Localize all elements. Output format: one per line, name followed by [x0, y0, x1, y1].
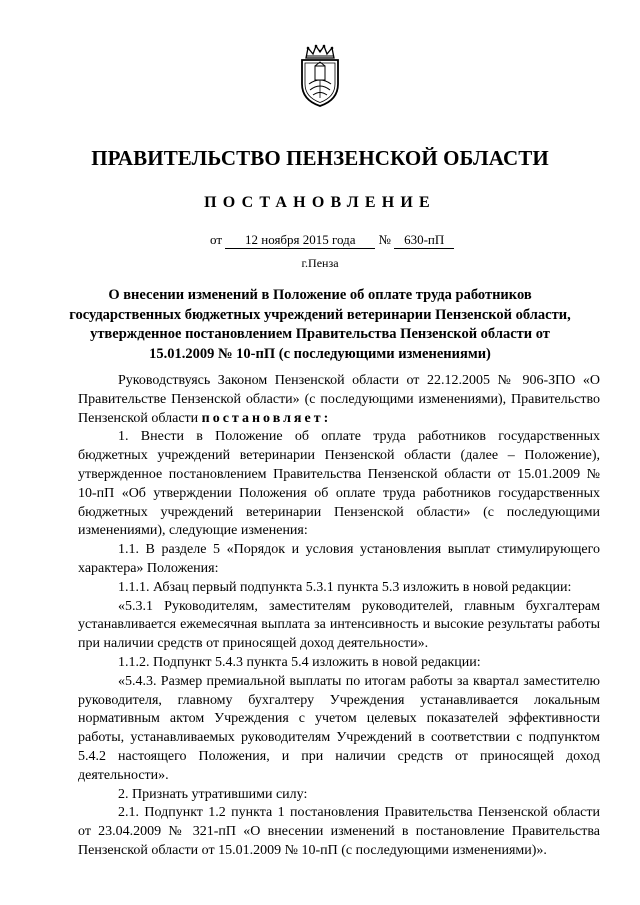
paragraph-2-1: 2.1. Подпункт 1.2 пункта 1 постановления Правительства Пензенской области от 23.04.2009 № 321-пП «О внесении изменений в постановление Правительства Пензенской области от 15.01.2009 № 10-пП (с последующими изменениями)».	[78, 805, 600, 858]
quote-5-4-3: «5.4.3. Размер премиальной выплаты по итогам работы за квартал заместителю руководителя, главному бухгалтеру Учреждения устанавливается локальным нормативным актом Учреждения с учетом целевых показателей эффективности работы, устанавливаемых руководителям Учреждений в соответствии с подпунктом 5.4.2 настоящего Положения, и при наличии средств от приносящей доход деятельности».	[78, 673, 600, 783]
paragraph-1: 1. Внести в Положение об оплате труда работников государственных бюджетных учреждений ветеринарии Пензенской области (далее – Положение), утвержденное постановлением Правительства Пензенской области от 15.01.2009 № 10-пП «Об утверждении Положения об оплате труда работников государственных бюджетных учреждений ветеринарии Пензенской области» (с последующими изменениями), следующие изменения:	[78, 429, 600, 539]
decree-number: 630-пП	[394, 232, 454, 249]
intro-text: Руководствуясь Законом Пензенской области от 22.12.2005 № 906-ЗПО «О Правительстве Пензенской области» (с последующими изменениями), Правительство Пензенской области	[78, 373, 600, 426]
coat-of-arms-emblem	[296, 44, 344, 110]
city-label: г.Пенза	[301, 256, 339, 270]
decree-body	[78, 372, 600, 861]
document-type-title: ПОСТАНОВЛЕНИЕ	[204, 194, 436, 211]
intro-verb: постановляет:	[201, 410, 332, 426]
paragraph-2: 2. Признать утратившими силу:	[118, 786, 308, 802]
decree-date: 12 ноября 2015 года	[225, 232, 375, 249]
number-sign: №	[378, 232, 391, 247]
government-title: ПРАВИТЕЛЬСТВО ПЕНЗЕНСКОЙ ОБЛАСТИ	[91, 146, 549, 170]
paragraph-1-1-2: 1.1.2. Подпункт 5.4.3 пункта 5.4 изложить в новой редакции:	[118, 654, 481, 670]
decree-heading: О внесении изменений в Положение об оплате труда работников государственных бюджетных учреждений ветеринарии Пензенской области, утвержденное постановлением Правительства Пензенской области от 15.01.2009 № 10-пП (с последующими изменениями)	[69, 287, 571, 362]
quote-5-3-1: «5.3.1 Руководителям, заместителям руководителей, главным бухгалтерам устанавливается ежемесячная выплата за интенсивность и высокие результаты работы при наличии средств от приносящей доход деятельности».	[78, 598, 600, 652]
date-prefix: от	[210, 232, 223, 247]
paragraph-1-1-1: 1.1.1. Абзац первый подпункта 5.3.1 пункта 5.3 изложить в новой редакции:	[118, 579, 572, 595]
paragraph-1-1: 1.1. В разделе 5 «Порядок и условия установления выплат стимулирующего характера» Положения:	[78, 542, 600, 576]
intro-paragraph	[78, 372, 600, 428]
date-number-line	[210, 232, 454, 249]
